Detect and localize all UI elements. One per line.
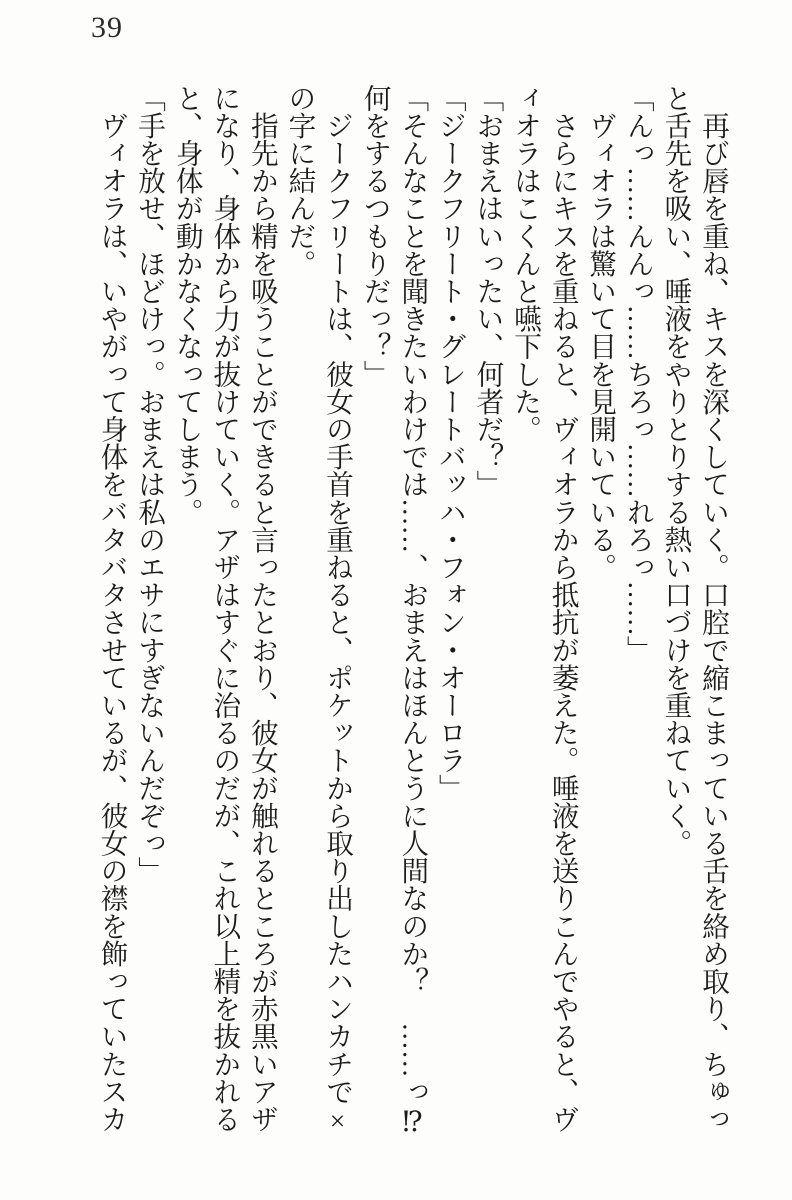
text-line: 指先から精を吸うことができると言ったとおり、彼女が触れるところが赤黒いアザ <box>246 84 278 1133</box>
text-line: 「そんなことを聞きたいわけでは……、おまえはほんとうに人間なのか？ ……っ⁉ <box>397 84 429 1139</box>
text-line: さらにキスを重ねると、ヴィオラから抵抗が萎えた。唾液を送りこんでやると、ヴ <box>547 84 579 1133</box>
vertical-text-block <box>93 84 732 1139</box>
text-line: の字に結んだ。 <box>284 84 316 278</box>
text-line: になり、身体から力が抜けていく。アザはすぐに治るのだが、これ以上精を抜かれる <box>209 84 241 1133</box>
text-line: 再び唇を重ね、キスを深くしていく。口腔で縮こまっている舌を絡め取り、ちゅっ <box>698 84 729 1133</box>
text-line: 「んっ……んんっ……ちろっ……れろっ……」 <box>622 84 654 664</box>
text-line: ヴィオラは、いやがって身体をバタバタさせているが、彼女の襟を飾っていたスカ <box>96 84 128 1133</box>
text-line: ヴィオラは驚いて目を見開いている。 <box>585 84 617 581</box>
text-line: 「手を放せ、ほどけっ。おまえは私のエサにすぎないんだぞっ」 <box>134 84 166 885</box>
text-line: と、身体が動かなくなってしまう。 <box>171 84 203 526</box>
text-line: 「ジークフリート・グレートバッハ・フォン・オーロラ」 <box>434 84 466 802</box>
page-number: 39 <box>91 11 123 44</box>
text-line: と舌先を吸い、唾液をやりとりする熱い口づけを重ねていく。 <box>660 84 692 857</box>
text-line: 何をするつもりだっ？」 <box>359 84 391 388</box>
text-line: 「おまえはいったい、何者だ？」 <box>472 84 504 498</box>
text-line: ィオラはこくんと嚥下した。 <box>510 84 542 443</box>
text-line: ジークフリートは、彼女の手首を重ねると、ポケットから取り出したハンカチで× <box>322 84 354 1137</box>
